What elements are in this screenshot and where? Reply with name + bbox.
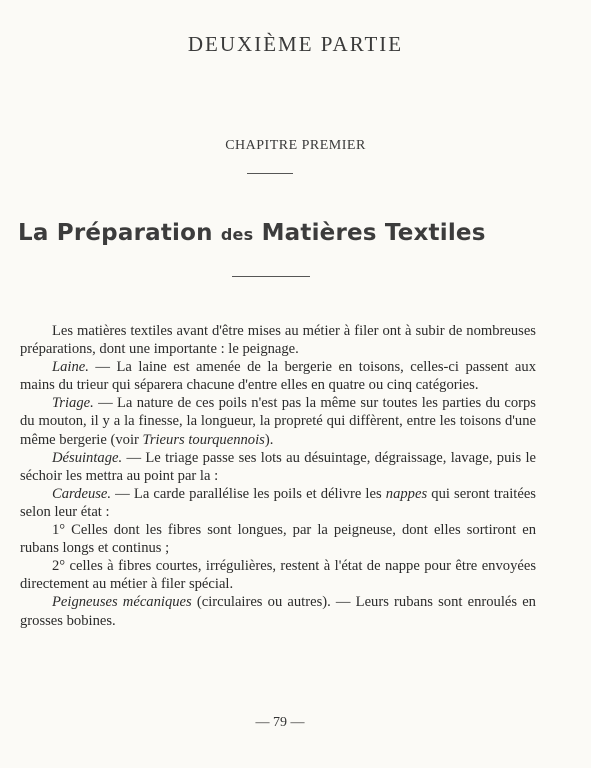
paragraph-italic-ref: nappes xyxy=(385,485,428,502)
paragraph xyxy=(20,593,536,629)
main-title-part-1: La Préparation xyxy=(18,220,213,246)
chapter-title: CHAPITRE PREMIER xyxy=(225,138,366,153)
paragraph-text: — La carde parallélise les poils et délivre les xyxy=(111,485,386,502)
paragraph-text: 1° Celles dont les fibres sont longues, par la peigneuse, dont elles sortiront en rubans longs et continus ; xyxy=(20,522,536,557)
body-text xyxy=(20,322,536,630)
main-title-part-2: des xyxy=(220,225,254,244)
chapter-divider xyxy=(247,173,293,174)
main-title xyxy=(18,220,538,246)
paragraph xyxy=(20,485,536,521)
paragraph-lead: Laine. xyxy=(52,359,89,376)
page-number: — 79 — xyxy=(255,715,305,730)
paragraph-lead: Peigneuses mécaniques xyxy=(52,594,192,611)
paragraph-lead: Désuintage. xyxy=(52,449,123,466)
paragraph-tail: qui seront traitées selon leur état : xyxy=(20,485,536,520)
main-title-part-3: Matières Textiles xyxy=(261,220,486,246)
paragraph xyxy=(20,394,536,448)
title-divider xyxy=(232,276,310,277)
paragraph-text: Les matières textiles avant d'être mises au métier à filer ont à subir de nombreuses préparations, dont une importante : le peignage. xyxy=(20,323,536,358)
paragraph-text: — La nature de ces poils n'est pas la même sur toutes les parties du corps du mouton, il y a la finesse, la longueur, la propreté qui diffèrent, entre les toisons d'une même bergerie (voir xyxy=(20,395,536,448)
paragraph-italic-ref: Trieurs tourquennois xyxy=(142,431,265,448)
paragraph-text: (circulaires ou autres). — Leurs rubans sont enroulés en grosses bobines. xyxy=(20,594,536,629)
paragraph xyxy=(20,521,536,557)
paragraph xyxy=(20,557,536,593)
paragraph xyxy=(20,322,536,358)
paragraph-text: — La laine est amenée de la bergerie en toisons, celles-ci passent aux mains du trieur qui séparera chacune d'entre elles en quatre ou cinq catégories. xyxy=(20,359,536,394)
paragraph-lead: Triage. xyxy=(52,395,94,412)
paragraph xyxy=(20,449,536,485)
paragraph-text: — Le triage passe ses lots au désuintage, dégraissage, lavage, puis le séchoir les mettra au point par la : xyxy=(20,449,536,484)
part-title: DEUXIÈME PARTIE xyxy=(187,32,404,56)
paragraph-lead: Cardeuse. xyxy=(52,485,112,502)
paragraph-tail: ). xyxy=(264,431,274,448)
paragraph-text: 2° celles à fibres courtes, irrégulières, restent à l'état de nappe pour être envoyées directement au métier à filer spécial. xyxy=(20,558,536,593)
paragraph xyxy=(20,358,536,394)
